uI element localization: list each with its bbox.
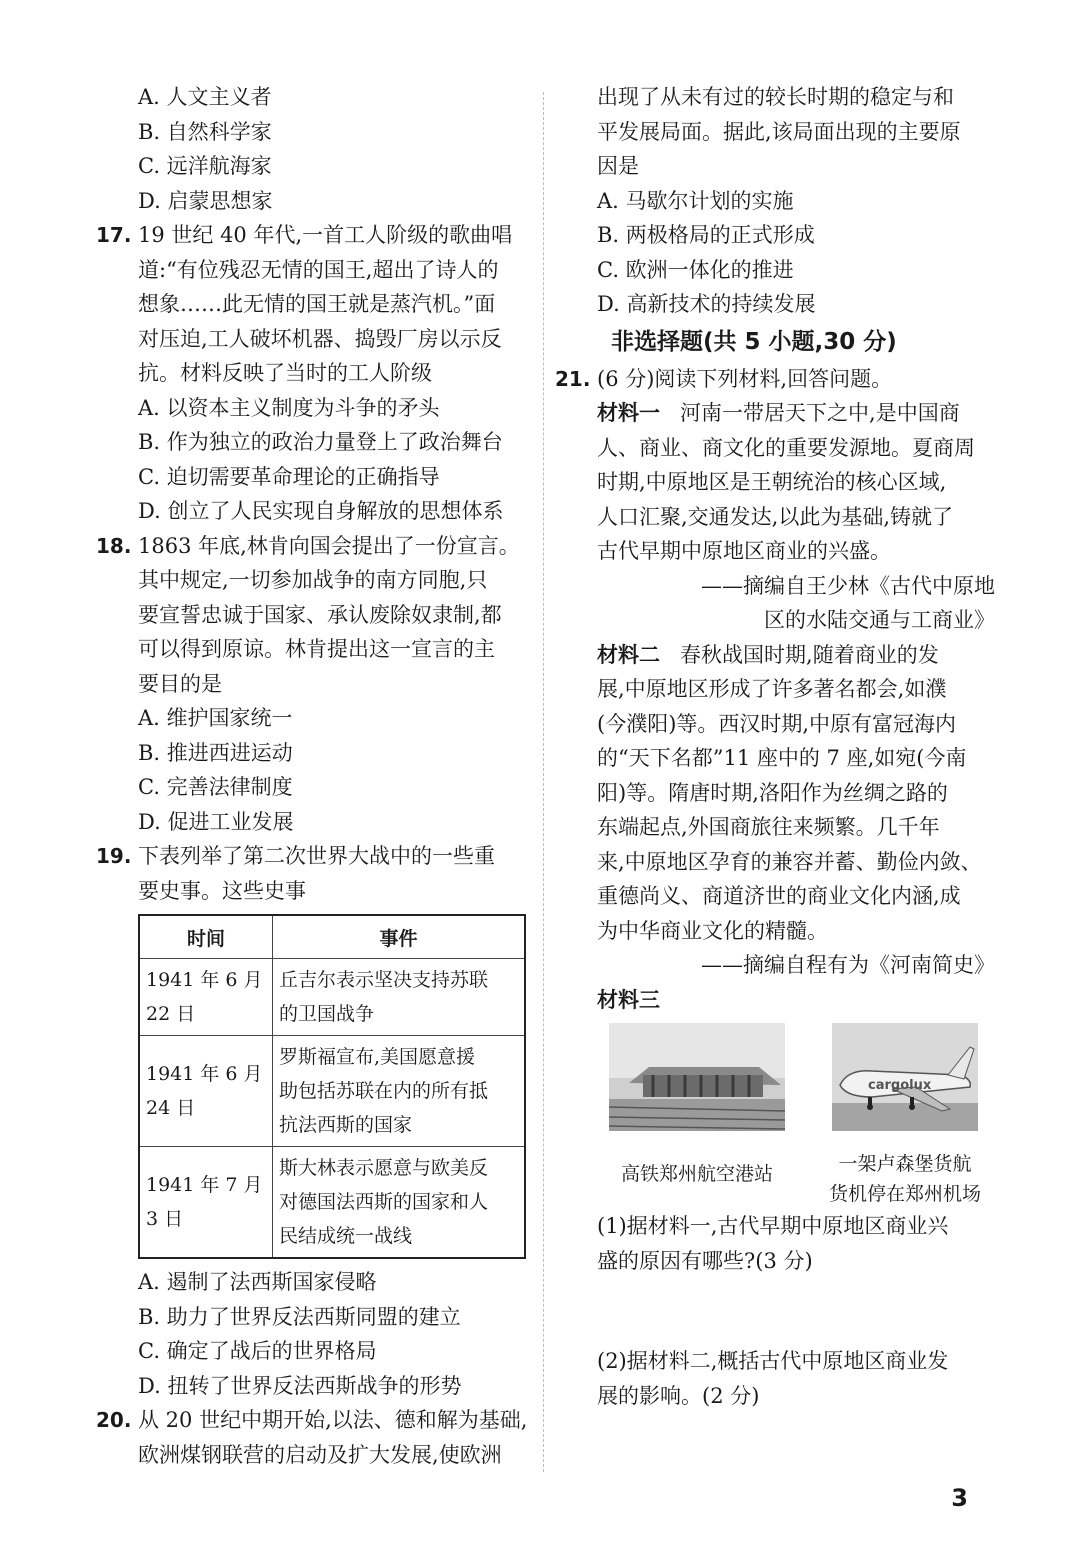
material-1-source: ——摘编自王少林《古代中原地 [701,573,995,598]
q18-number: 18. [96,533,132,558]
q17-stem-line: 抗。材料反映了当时的工人阶级 [138,361,432,385]
q19-option-d[interactable]: D. 扭转了世界反法西斯战争的形势 [138,1373,462,1398]
material-2-line: 的“天下名都”11 座中的 7 座,如宛(今南 [597,746,967,770]
ww2-events-table [138,914,526,1259]
material-2-line: 来,中原地区孕育的兼容并蓄、勤俭内敛、 [597,849,982,874]
q20-number: 20. [96,1408,132,1432]
photo-plane-caption: 一架卢森堡货航 [838,1153,972,1175]
material-1-line: 古代早期中原地区商业的兴盛。 [597,539,891,563]
material-1-line: 人、商业、商文化的重要发源地。夏商周 [597,435,975,460]
q20-stem-line: 欧洲煤钢联营的启动及扩大发展,使欧洲 [138,1442,502,1467]
q18-option-d[interactable]: D. 促进工业发展 [138,809,294,834]
q17-stem-line: 道:“有位残忍无情的国王,超出了诗人的 [138,257,499,282]
q17-option-b[interactable]: B. 作为独立的政治力量登上了政治舞台 [138,430,503,454]
q18-stem-line: 18. 1863 年底,林肯向国会提出了一份宣言。 [96,529,536,564]
right-column [555,80,995,1413]
material-1-label: 材料一 [597,401,660,425]
table-row [139,1036,525,1147]
q19-stem-line: 19. 下表列举了第二次世界大战中的一些重 [96,839,536,874]
photo-plane-caption: 货机停在郑州机场 [828,1183,981,1205]
q21-number: 21. [555,366,591,391]
photo-station [609,1023,785,1209]
q18-stem-line: 要宣誓忠诚于国家、承认废除奴隶制,都 [138,602,502,627]
q19-stem-line: 要史事。这些史事 [138,878,306,903]
q18-stem-line: 要目的是 [138,671,222,696]
question-18 [96,529,536,840]
question-16-options [96,80,536,218]
table-cell-event: 斯大林表示愿意与欧美反 对德国法西斯的国家和人 民结成统一战线 [273,1147,526,1259]
table-cell-time: 1941 年 7 月 3 日 [139,1147,273,1259]
q18-stem-line: 其中规定,一切参加战争的南方同胞,只 [138,568,488,592]
q17-option-a[interactable]: A. 以资本主义制度为斗争的矛头 [138,395,440,420]
table-header-time: 时间 [139,915,273,959]
q17-number: 17. [96,223,132,247]
material-1-line: 材料一 河南一带居天下之中,是中国商 [597,401,960,425]
question-20-continued [555,80,995,322]
sub-question-2: (2)据材料二,概括古代中原地区商业发 [597,1349,949,1373]
table-row [139,1147,525,1259]
material-2-line: 材料二 春秋战国时期,随着商业的发 [597,642,939,667]
sub-question-1: (1)据材料一,古代早期中原地区商业兴 [597,1214,949,1238]
material-2-label: 材料二 [597,642,660,667]
material-2-line: (今濮阳)等。西汉时期,中原有富冠海内 [597,711,957,736]
column-divider [543,92,544,1472]
table-header-row [139,915,525,959]
q20-option-c[interactable]: C. 欧洲一体化的推进 [597,257,794,282]
material-3-photos [555,1023,995,1209]
q16-option-b[interactable]: B. 自然科学家 [138,119,272,144]
material-3-line [555,983,995,1018]
q17-stem-line: 想象……此无情的国王就是蒸汽机。”面 [138,292,496,316]
q19-option-a[interactable]: A. 遏制了法西斯国家侵略 [138,1270,377,1294]
q20-option-d[interactable]: D. 高新技术的持续发展 [597,292,816,316]
question-17 [96,218,536,529]
material-1-source: 区的水陆交通与工商业》 [764,608,995,632]
material-1-line: 时期,中原地区是王朝统治的核心区域, [597,470,947,494]
material-2-line: 为中华商业文化的精髓。 [597,918,828,943]
question-20-start [96,1403,536,1472]
q17-stem-line: 对压迫,工人破坏机器、捣毁厂房以示反 [138,326,502,351]
q19-option-c[interactable]: C. 确定了战后的世界格局 [138,1339,377,1363]
question-19 [96,839,536,1403]
table-cell-event: 丘吉尔表示坚决支持苏联 的卫国战争 [273,959,526,1036]
material-2-line: 阳)等。隋唐时期,洛阳作为丝绸之路的 [597,780,948,805]
q18-option-a[interactable]: A. 维护国家统一 [138,706,293,730]
material-2-line: 重德尚义、商道济世的商业文化内涵,成 [597,884,961,908]
page-number: 3 [951,1484,968,1512]
answer-space-1[interactable] [555,1278,995,1344]
section-title-non-choice: 非选择题(共 5 小题,30 分) [611,328,897,355]
cargo-plane-photo [832,1023,978,1131]
q17-stem-line: 17. 19 世纪 40 年代,一首工人阶级的歌曲唱 [96,218,536,253]
q20-option-a[interactable]: A. 马歇尔计划的实施 [597,188,794,213]
sub-question-1: 盛的原因有哪些?(3 分) [597,1248,813,1273]
table-cell-event: 罗斯福宣布,美国愿意援 助包括苏联在内的所有抵 抗法西斯的国家 [273,1036,526,1147]
q18-option-c[interactable]: C. 完善法律制度 [138,775,293,799]
q19-option-b[interactable]: B. 助力了世界反法西斯同盟的建立 [138,1304,461,1329]
left-column [96,80,536,1472]
question-21 [555,362,995,1414]
sub-question-2: 展的影响。(2 分) [597,1383,760,1408]
table-header-event: 事件 [273,915,526,959]
q19-number: 19. [96,844,132,868]
material-2-line: 东端起点,外国商旅往来频繁。几千年 [597,815,940,839]
material-1-line: 人口汇聚,交通发达,以此为基础,铸就了 [597,504,954,529]
q20-stem-line: 平发展局面。据此,该局面出现的主要原 [597,119,961,144]
q17-option-c[interactable]: C. 迫切需要革命理论的正确指导 [138,464,440,489]
q20-stem-line: 20. 从 20 世纪中期开始,以法、德和解为基础, [96,1403,536,1438]
q20-stem-line: 出现了从未有过的较长时期的稳定与和 [597,85,954,109]
railway-station-photo [609,1023,785,1131]
photo-plane [815,1023,995,1209]
table-row [139,959,525,1036]
q20-option-b[interactable]: B. 两极格局的正式形成 [597,223,815,247]
q16-option-d[interactable]: D. 启蒙思想家 [138,188,273,213]
q20-stem-line: 因是 [597,154,639,178]
q18-stem-line: 可以得到原谅。林肯提出这一宣言的主 [138,637,495,661]
plane-livery-text: cargolux [868,1078,932,1093]
q16-option-a[interactable]: A. 人文主义者 [138,85,272,109]
q16-option-c[interactable]: C. 远洋航海家 [138,154,272,178]
table-cell-time: 1941 年 6 月 24 日 [139,1036,273,1147]
material-2-line: 展,中原地区形成了许多著名都会,如濮 [597,677,947,701]
q21-intro: 21. (6 分)阅读下列材料,回答问题。 [555,362,995,397]
table-cell-time: 1941 年 6 月 22 日 [139,959,273,1036]
photo-station-caption: 高铁郑州航空港站 [620,1163,773,1185]
material-3-label: 材料三 [597,987,660,1012]
q17-option-d[interactable]: D. 创立了人民实现自身解放的思想体系 [138,499,504,523]
material-2-source: ——摘编自程有为《河南简史》 [701,953,995,977]
q18-option-b[interactable]: B. 推进西进运动 [138,740,293,765]
